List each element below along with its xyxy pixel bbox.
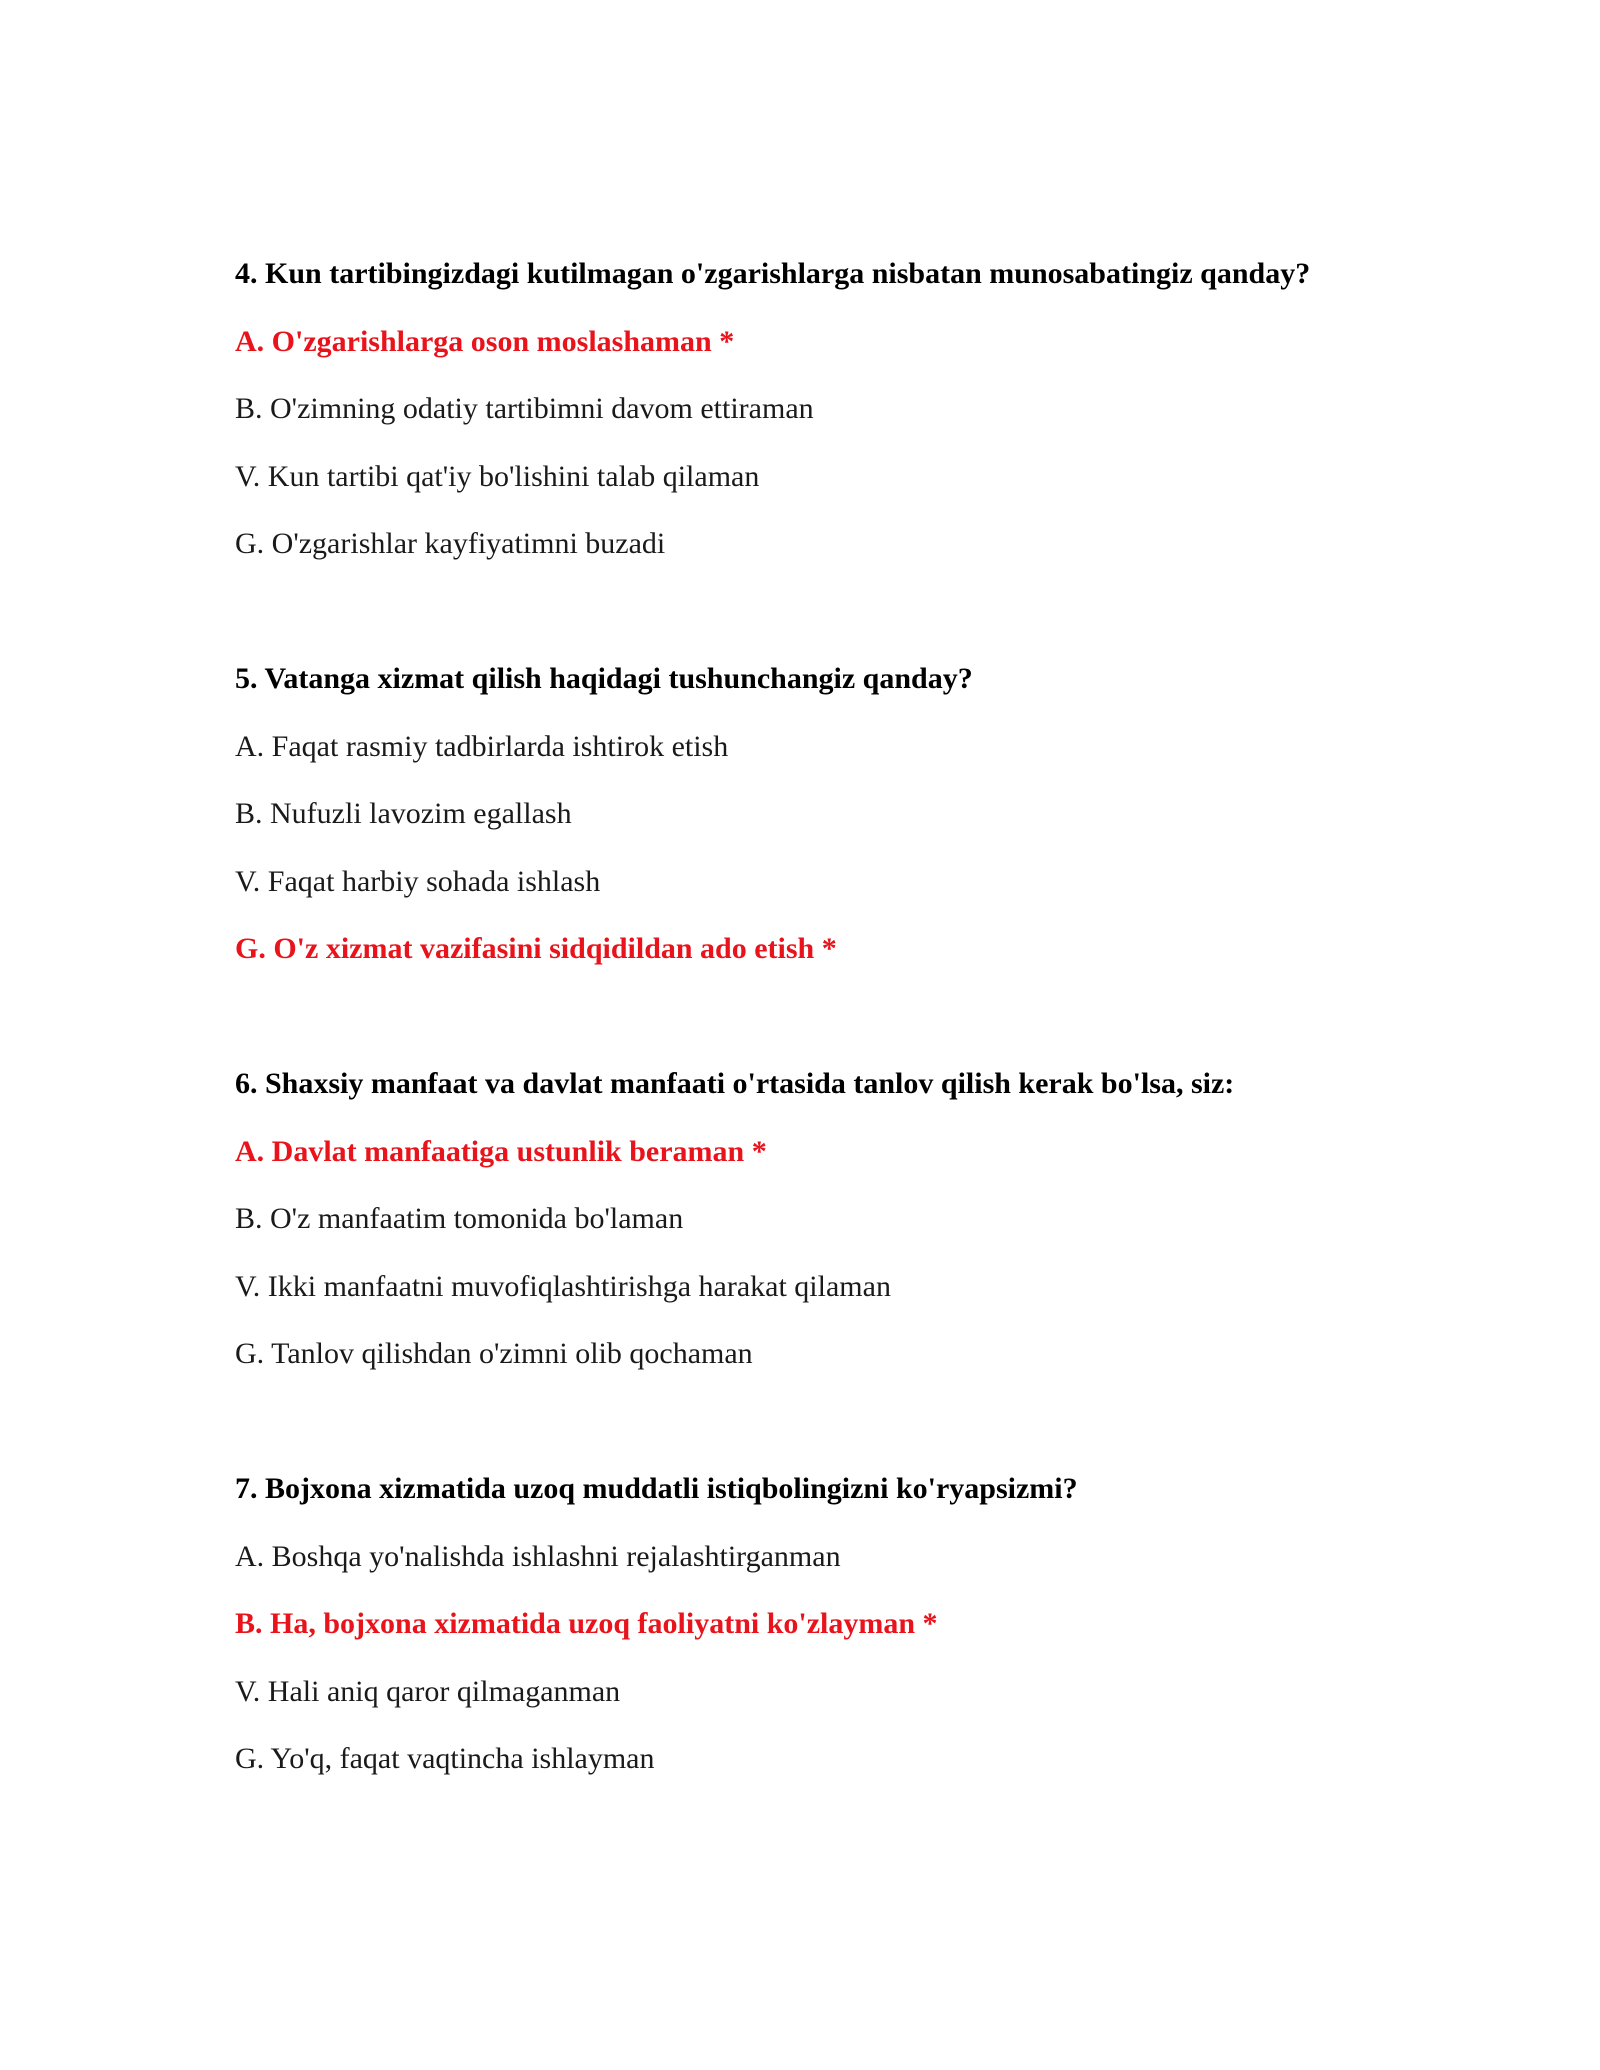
option-g: G. Tanlov qilishdan o'zimni olib qochaman — [235, 1337, 753, 1370]
option-b-correct: B. Ha, bojxona xizmatida uzoq faoliyatni ko'zlayman * — [235, 1607, 938, 1640]
option-g-correct: G. O'z xizmat vazifasini sidqidildan ado etish * — [235, 932, 837, 965]
question-title: 6. Shaxsiy manfaat va davlat manfaati o'rtasida tanlov qilish kerak bo'lsa, siz: — [235, 1067, 1235, 1100]
question-title: 5. Vatanga xizmat qilish haqidagi tushunchangiz qanday? — [235, 662, 973, 695]
question-title: 7. Bojxona xizmatida uzoq muddatli istiqbolingizni ko'ryapsizmi? — [235, 1472, 1078, 1505]
option-v: V. Faqat harbiy sohada ishlash — [235, 864, 601, 898]
question-title: 4. Kun tartibingizdagi kutilmagan o'zgarishlarga nisbatan munosabatingiz qanday? — [235, 257, 1311, 290]
option-a: A. Boshqa yo'nalishda ishlashni rejalashtirganman — [235, 1539, 841, 1573]
option-b: B. O'zimning odatiy tartibimni davom ettiraman — [235, 392, 814, 425]
option-a: A. Faqat rasmiy tadbirlarda ishtirok etish — [235, 729, 729, 763]
question-5 — [235, 661, 1435, 967]
option-g: G. Yo'q, faqat vaqtincha ishlayman — [235, 1742, 655, 1775]
question-4 — [235, 256, 1435, 562]
question-6 — [235, 1066, 1435, 1372]
option-b: B. Nufuzli lavozim egallash — [235, 797, 572, 830]
option-a-correct: A. Davlat manfaatiga ustunlik beraman * — [235, 1134, 767, 1168]
option-v: V. Ikki manfaatni muvofiqlashtirishga harakat qilaman — [235, 1269, 891, 1303]
option-b: B. O'z manfaatim tomonida bo'laman — [235, 1202, 684, 1235]
option-a-correct: A. O'zgarishlarga oson moslashaman * — [235, 324, 735, 358]
option-g: G. O'zgarishlar kayfiyatimni buzadi — [235, 527, 666, 560]
option-v: V. Kun tartibi qat'iy bo'lishini talab qilaman — [235, 459, 760, 493]
question-7 — [235, 1471, 1435, 1777]
option-v: V. Hali aniq qaror qilmaganman — [235, 1674, 621, 1708]
